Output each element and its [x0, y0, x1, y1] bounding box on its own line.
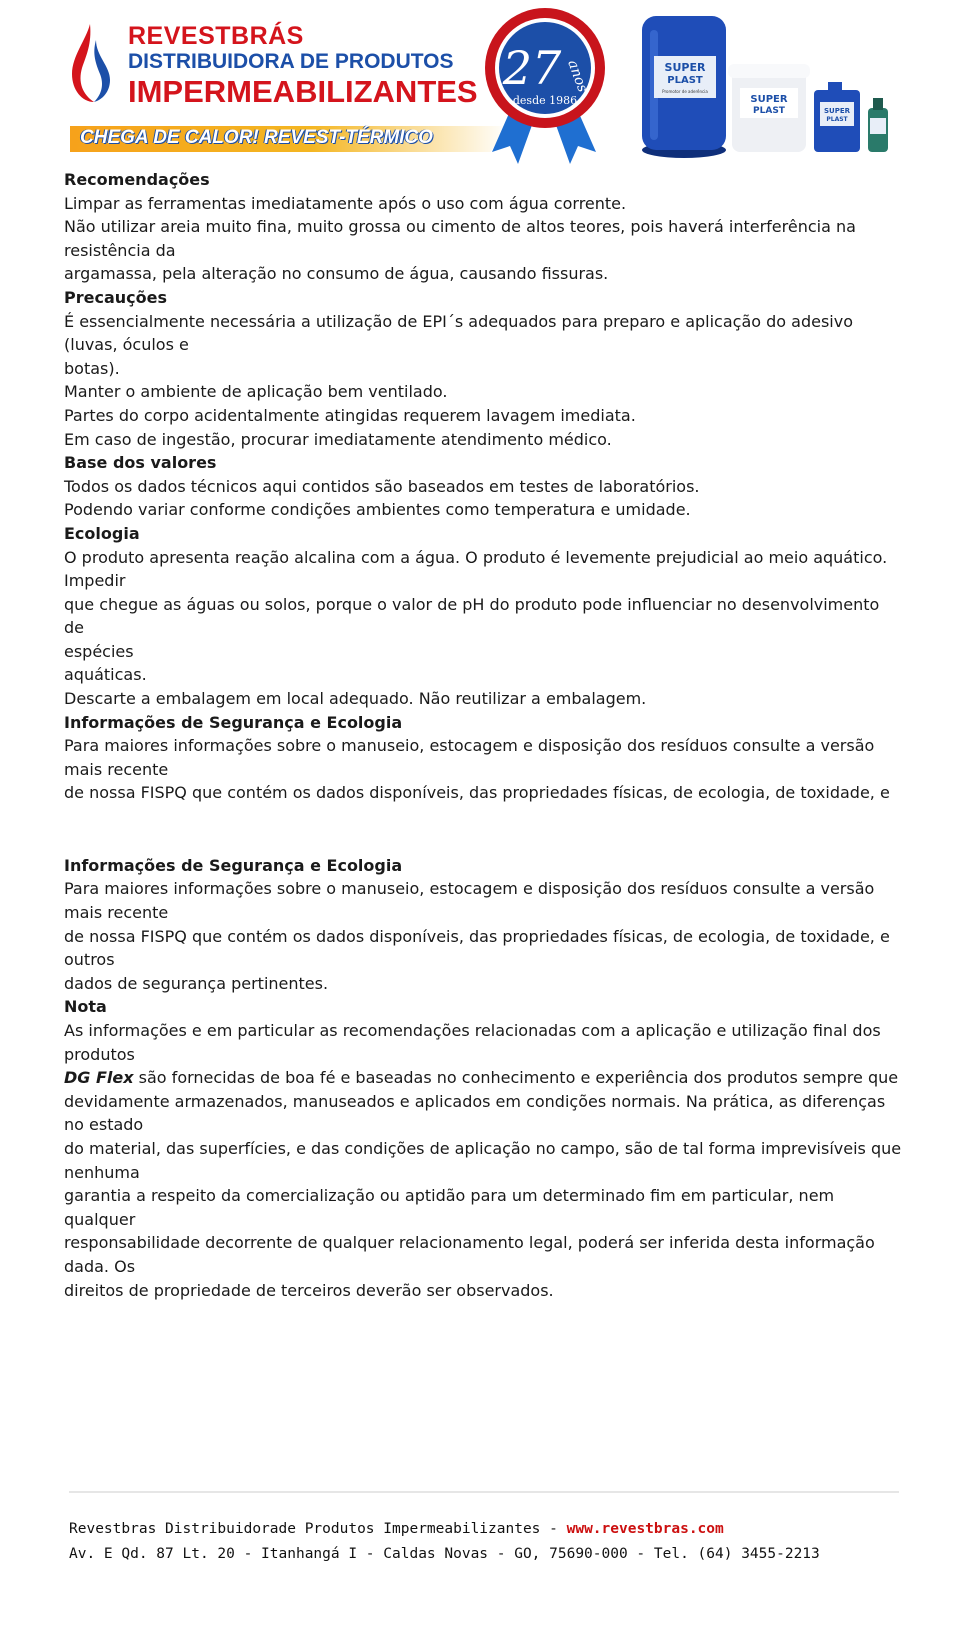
- section-title-nota: Nota: [64, 997, 107, 1017]
- svg-text:PLAST: PLAST: [667, 75, 703, 86]
- text-line: mais recente: [64, 903, 169, 922]
- text-line: Todos os dados técnicos aqui contidos são baseados em testes de laboratórios.: [64, 476, 700, 496]
- text-line: qualquer: [64, 1209, 136, 1229]
- water-drop-logo-icon: [66, 22, 118, 104]
- text-line: É essencialmente necessária a utilização de EPI´s adequados para preparo e aplicação do adesivo: [64, 311, 854, 331]
- footer-website-link[interactable]: www.revestbras.com: [566, 1521, 724, 1537]
- text-line: Descarte a embalagem em local adequado. Não reutilizar a embalagem.: [64, 689, 647, 709]
- svg-text:PLAST: PLAST: [753, 106, 785, 116]
- product-name: DG Flex: [64, 1068, 134, 1088]
- svg-text:Promotor de aderência: Promotor de aderência: [662, 89, 708, 94]
- text-line: Para maiores informações sobre o manuseio, estocagem e disposição dos resíduos consulte a versão: [64, 879, 875, 899]
- seal-since: desde 1986: [512, 94, 578, 107]
- text-line: produtos: [64, 1044, 135, 1064]
- text-line: dada. Os: [64, 1256, 136, 1276]
- section-title-recomendacoes: Recomendações: [64, 170, 210, 189]
- text-line: Limpar as ferramentas imediatamente após o uso com água corrente.: [64, 193, 627, 213]
- footer-divider: [69, 1491, 899, 1493]
- text-line: (luvas, óculos e: [64, 335, 189, 355]
- section-title-ecologia: Ecologia: [64, 523, 140, 543]
- text-line: direitos de propriedade de terceiros deverão ser observados.: [64, 1280, 554, 1300]
- seal-years: 27: [502, 41, 562, 95]
- text-line: que chegue as águas ou solos, porque o valor de pH do produto pode influenciar no desenvolvimento de: [64, 594, 880, 638]
- brand-name: REVESTBRÁS: [128, 22, 304, 50]
- svg-text:PLAST: PLAST: [826, 116, 848, 123]
- text-line: botas).: [64, 358, 120, 378]
- spacer: [64, 829, 904, 853]
- spacer: [64, 805, 904, 829]
- anniversary-seal-icon: [470, 2, 620, 170]
- seal-unit: anos: [564, 57, 591, 95]
- text-line: O produto apresenta reação alcalina com a água. O produto é levemente prejudicial ao meio aquático.: [64, 547, 888, 567]
- brand-subtitle: DISTRIBUIDORA DE PRODUTOS: [128, 50, 454, 73]
- text-line: outros: [64, 950, 115, 970]
- text-line: argamassa, pela alteração no consumo de água, causando fissuras.: [64, 264, 609, 284]
- section-title-seguranca: Informações de Segurança e Ecologia: [64, 855, 403, 875]
- text-line: Para maiores informações sobre o manuseio, estocagem e disposição dos resíduos consulte a versão: [64, 736, 875, 756]
- section-title-base-valores: Base dos valores: [64, 453, 217, 473]
- text-line: Podendo variar conforme condições ambientes como temperatura e umidade.: [64, 500, 691, 520]
- text-line: aquáticas.: [64, 665, 147, 685]
- text-line: nenhuma: [64, 1162, 140, 1182]
- svg-text:SUPER: SUPER: [664, 61, 706, 74]
- text-line: [64, 1066, 904, 1090]
- product-containers-image: [640, 10, 940, 160]
- document-body: [64, 168, 904, 1302]
- text-line: As informações e em particular as recomendações relacionadas com a aplicação e utilização final dos: [64, 1020, 881, 1040]
- text-line: dados de segurança pertinentes.: [64, 973, 329, 993]
- text-line: Partes do corpo acidentalmente atingidas requerem lavagem imediata.: [64, 405, 636, 425]
- text-line: do material, das superfícies, e das condições de aplicação no campo, são de tal forma imprevisíveis que: [64, 1138, 902, 1158]
- text-line: Em caso de ingestão, procurar imediatamente atendimento médico.: [64, 429, 612, 449]
- svg-text:SUPER: SUPER: [823, 107, 851, 115]
- text-line: garantia a respeito da comercialização ou aptidão para um determinado fim em particular, nem: [64, 1186, 835, 1206]
- text-line: Não utilizar areia muito fina, muito grossa ou cimento de altos teores, pois haverá interferência na: [64, 217, 856, 237]
- text-line: resistência da: [64, 240, 176, 260]
- svg-text:SUPER: SUPER: [750, 94, 788, 105]
- section-title-precaucoes: Precauções: [64, 287, 167, 307]
- text-line: no estado: [64, 1115, 144, 1135]
- text-line: responsabilidade decorrente de qualquer relacionamento legal, poderá ser inferida desta informação: [64, 1233, 875, 1253]
- brand-tagline: IMPERMEABILIZANTES: [128, 74, 478, 109]
- section-title-seguranca: Informações de Segurança e Ecologia: [64, 712, 403, 732]
- footer-address: Av. E Qd. 87 Lt. 20 - Itanhangá I - Caldas Novas - GO, 75690-000 - Tel. (64) 3455-2213: [69, 1546, 820, 1562]
- text-line: Manter o ambiente de aplicação bem ventilado.: [64, 382, 448, 402]
- text-line: mais recente: [64, 759, 169, 779]
- text-line: Impedir: [64, 571, 126, 591]
- text-line-rest: são fornecidas de boa fé e baseadas no conhecimento e experiência dos produtos sempre que: [133, 1068, 899, 1088]
- promo-text: CHEGA DE CALOR! REVEST-TÉRMICO: [80, 127, 433, 148]
- text-line: devidamente armazenados, manuseados e aplicados em condições normais. Na prática, as diferenças: [64, 1091, 886, 1111]
- text-line: de nossa FISPQ que contém os dados disponíveis, das propriedades físicas, de ecologia, de toxidade, e: [64, 783, 890, 803]
- footer-company-name: Revestbras Distribuidorade Produtos Impermeabilizantes -: [69, 1521, 567, 1537]
- text-line: espécies: [64, 641, 134, 661]
- page-header: [0, 0, 960, 170]
- text-line: de nossa FISPQ que contém os dados disponíveis, das propriedades físicas, de ecologia, de toxidade, e: [64, 926, 890, 946]
- footer-company: [69, 1521, 724, 1537]
